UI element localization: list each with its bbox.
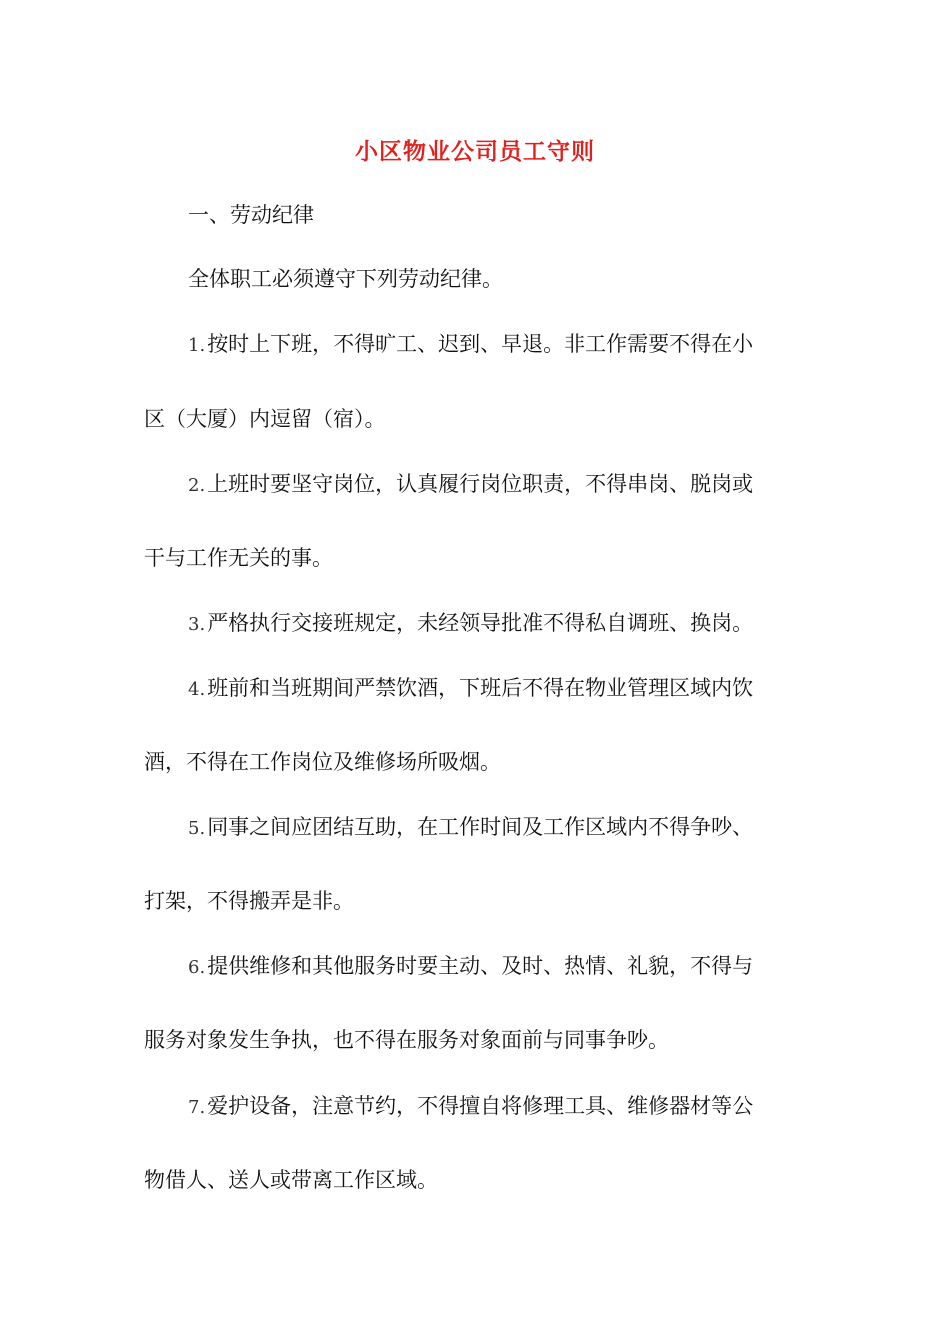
rule-item-2	[188, 469, 753, 501]
rule-item-3	[188, 608, 753, 640]
rule-text: 提供维修和其他服务时要主动、及时、热情、礼貌，不得与	[207, 954, 754, 978]
intro-paragraph: 全体职工必须遵守下列劳动纪律。	[188, 267, 503, 291]
rule-item-5	[188, 812, 753, 844]
rule-text: 按时上下班，不得旷工、迟到、早退。非工作需要不得在小	[207, 332, 754, 356]
rule-number: 4.	[188, 679, 206, 700]
rule-text: 班前和当班期间严禁饮酒，下班后不得在物业管理区域内饮	[207, 676, 754, 700]
rule-number: 7.	[188, 1097, 206, 1118]
rule-number: 2.	[188, 475, 206, 496]
rule-item-2-continuation: 干与工作无关的事。	[144, 546, 333, 570]
rule-number: 1.	[188, 335, 206, 356]
section-heading: 一、劳动纪律	[188, 203, 314, 227]
rule-item-1-continuation: 区（大厦）内逗留（宿）。	[144, 407, 386, 431]
rule-text: 上班时要坚守岗位，认真履行岗位职责，不得串岗、脱岗或	[207, 472, 754, 496]
rule-item-6-continuation: 服务对象发生争执，也不得在服务对象面前与同事争吵。	[144, 1028, 669, 1052]
document-title: 小区物业公司员工守则	[355, 139, 595, 165]
rule-number: 3.	[188, 614, 206, 635]
rule-text: 爱护设备，注意节约，不得擅自将修理工具、维修器材等公	[207, 1094, 754, 1118]
rule-number: 6.	[188, 957, 206, 978]
rule-item-6	[188, 951, 753, 983]
rule-item-4	[188, 673, 753, 705]
rule-item-4-continuation: 酒，不得在工作岗位及维修场所吸烟。	[144, 750, 501, 774]
rule-item-7	[188, 1091, 753, 1123]
rule-item-7-continuation: 物借人、送人或带离工作区域。	[144, 1168, 438, 1192]
rule-text: 同事之间应团结互助，在工作时间及工作区域内不得争吵、	[207, 815, 754, 839]
rule-text: 严格执行交接班规定，未经领导批准不得私自调班、换岗。	[207, 611, 754, 635]
rule-item-5-continuation: 打架，不得搬弄是非。	[144, 889, 354, 913]
rule-item-1	[188, 329, 753, 361]
rule-number: 5.	[188, 818, 206, 839]
